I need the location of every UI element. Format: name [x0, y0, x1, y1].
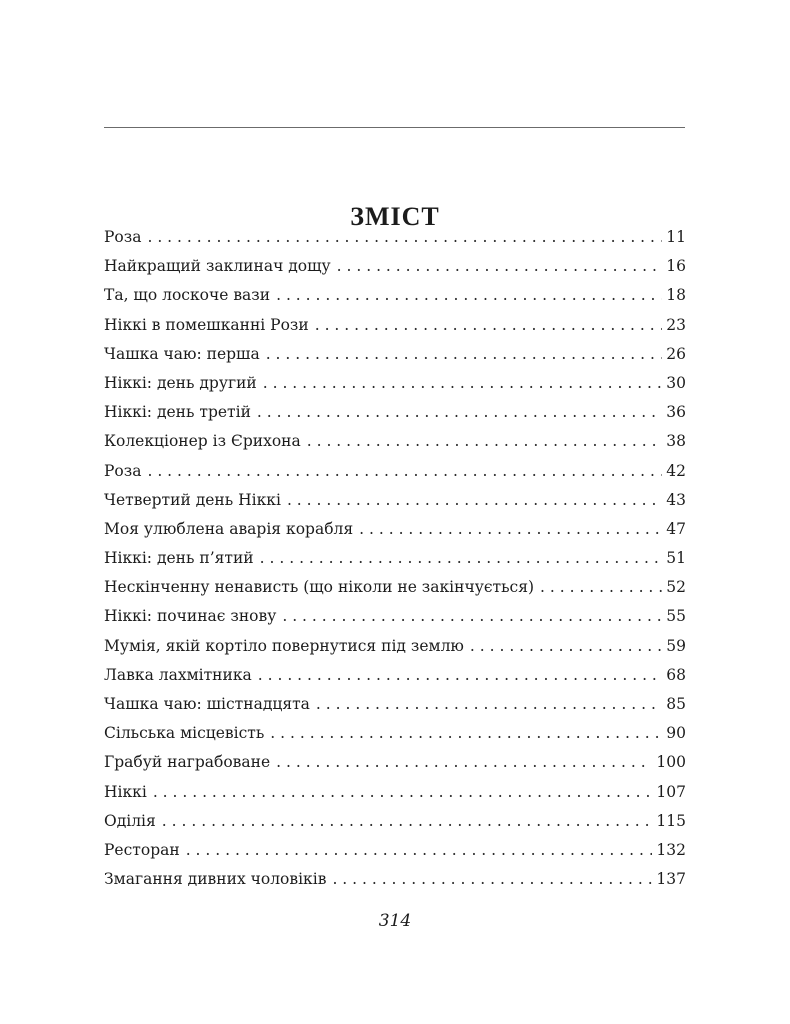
toc-entry	[104, 516, 686, 545]
toc-entry-title: Чашка чаю: шістнадцята	[104, 695, 310, 713]
dot-leader	[162, 808, 653, 834]
toc-entry	[104, 720, 686, 749]
toc-entry-title: Та, що лоскоче вази	[104, 286, 271, 305]
toc-entry	[104, 399, 686, 428]
toc-entry-page: 43	[666, 490, 686, 509]
toc-entry-title: Лавка лахмітника	[104, 665, 252, 684]
toc-entry	[104, 808, 686, 837]
toc-entry-page: 47	[666, 519, 686, 538]
toc-entry-page: 26	[666, 344, 686, 363]
toc-entry-title: Колекціонер із Єрихона	[104, 432, 301, 451]
toc-entry-page: 137	[656, 870, 686, 889]
toc-entry-page: 132	[656, 840, 686, 859]
dot-leader	[282, 603, 662, 629]
toc-entry-title: Ніккі: день п’ятий	[104, 549, 254, 568]
toc-entry-title: Четвертий день Ніккі	[104, 490, 281, 509]
toc-entry-page: 55	[666, 607, 686, 626]
toc-entry	[104, 749, 686, 778]
toc-entry-title: Оділія	[104, 811, 156, 830]
dot-leader	[470, 633, 662, 659]
toc-entry-page: 36	[666, 403, 686, 422]
toc-entry	[104, 341, 686, 370]
toc-entry-title: Нескінченну ненависть (що ніколи не закінчується)	[104, 578, 535, 597]
toc-entry-title: Мумія, якій кортіло повернутися під землю	[104, 636, 464, 655]
dot-leader	[147, 224, 662, 250]
toc-entry-page: 85	[666, 695, 686, 713]
dot-leader	[263, 370, 663, 396]
toc-entry-title: Ніккі: день третій	[104, 403, 251, 422]
toc-entry-page: 107	[656, 782, 686, 801]
toc-entry-page: 11	[666, 228, 686, 246]
toc-entry	[104, 253, 686, 282]
toc-entry	[104, 487, 686, 516]
toc-entry-page: 42	[666, 461, 686, 480]
dot-leader	[276, 749, 652, 775]
toc-entry	[104, 224, 686, 253]
toc-entry	[104, 312, 686, 341]
toc-entry-page: 68	[666, 665, 686, 684]
toc-entry-page: 51	[666, 549, 686, 568]
toc-entry-title: Ресторан	[104, 840, 180, 859]
toc-entry-page: 23	[666, 315, 686, 334]
toc-entry-title: Роза	[104, 228, 142, 246]
dot-leader	[332, 866, 652, 892]
toc-entry-title: Ніккі: починає знову	[104, 607, 277, 626]
toc-entry	[104, 633, 686, 662]
toc-heading: ЗМІСТ	[350, 202, 440, 232]
toc-entry	[104, 428, 686, 457]
toc-entry	[104, 866, 686, 895]
dot-leader	[316, 691, 662, 717]
toc-entry-title: Роза	[104, 461, 142, 480]
toc-entry	[104, 458, 686, 487]
toc-entry-title: Ніккі	[104, 782, 147, 801]
toc-entry	[104, 691, 686, 720]
toc-entry-title: Найкращий заклинач дощу	[104, 257, 331, 276]
dot-leader	[147, 458, 662, 484]
dot-leader	[540, 574, 662, 600]
dot-leader	[260, 545, 663, 571]
toc-entry-title: Ніккі в помешканні Рози	[104, 315, 309, 334]
dot-leader	[270, 720, 662, 746]
toc-list	[104, 224, 686, 895]
toc-entry	[104, 545, 686, 574]
dot-leader	[186, 837, 653, 863]
toc-entry	[104, 837, 686, 866]
toc-entry	[104, 282, 686, 311]
toc-entry-title: Моя улюблена аварія корабля	[104, 519, 354, 538]
dot-leader	[153, 779, 653, 805]
toc-entry	[104, 779, 686, 808]
dot-leader	[266, 341, 663, 367]
dot-leader	[258, 662, 663, 688]
toc-entry-page: 100	[656, 753, 686, 772]
toc-entry	[104, 370, 686, 399]
dot-leader	[307, 428, 663, 454]
dot-leader	[287, 487, 662, 513]
toc-entry	[104, 574, 686, 603]
toc-entry-page: 38	[666, 432, 686, 451]
dot-leader	[359, 516, 662, 542]
dot-leader	[337, 253, 663, 279]
toc-entry-title: Змагання дивних чоловіків	[104, 870, 327, 889]
toc-entry-page: 59	[666, 636, 686, 655]
toc-entry	[104, 662, 686, 691]
toc-entry-title: Грабуй награбоване	[104, 753, 271, 772]
page-number: 314	[378, 911, 412, 931]
toc-entry-page: 16	[666, 257, 686, 276]
dot-leader	[315, 312, 663, 338]
dot-leader	[276, 282, 662, 308]
toc-entry	[104, 603, 686, 632]
top-rule	[104, 127, 685, 128]
toc-entry-title: Чашка чаю: перша	[104, 344, 260, 363]
toc-entry-title: Ніккі: день другий	[104, 373, 257, 392]
toc-entry-page: 115	[656, 811, 686, 830]
toc-entry-page: 30	[666, 373, 686, 392]
toc-entry-page: 90	[666, 724, 686, 743]
toc-entry-title: Сільська місцевість	[104, 724, 265, 743]
toc-entry-page: 18	[666, 286, 686, 305]
dot-leader	[257, 399, 662, 425]
toc-entry-page: 52	[666, 578, 686, 597]
